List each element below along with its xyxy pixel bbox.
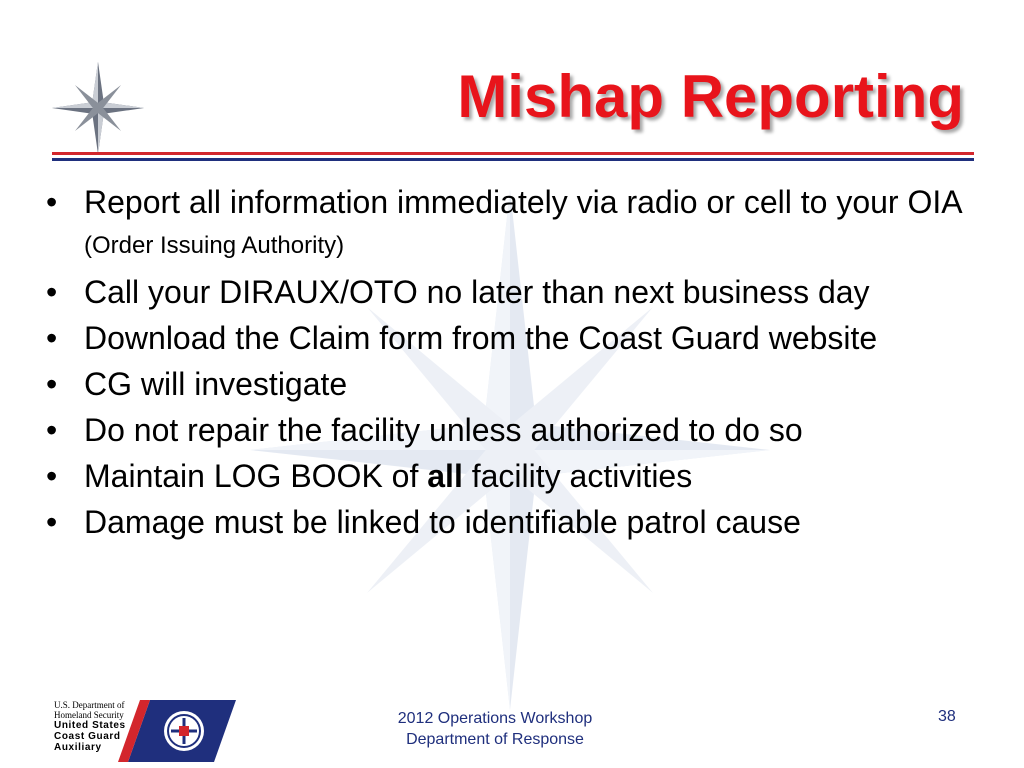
uscg-line1: United States (54, 720, 126, 731)
uscg-line3: Auxiliary (54, 742, 102, 753)
page-number: 38 (938, 708, 956, 725)
title-divider-blue (52, 158, 974, 161)
bullet-item (44, 182, 994, 266)
bullet-item (44, 456, 994, 496)
bullet-text-bold: all (427, 458, 463, 494)
bullet-text: Download the Claim form from the Coast Guard website (84, 320, 878, 356)
bullet-text: Do not repair the facility unless authorized to do so (84, 412, 803, 448)
dhs-line2: Homeland Security (54, 710, 124, 720)
bullet-dot: • (46, 366, 58, 402)
dhs-line1: U.S. Department of (54, 700, 125, 710)
footer-workshop: 2012 Operations Workshop (397, 710, 593, 727)
bullet-dot: • (46, 274, 58, 310)
bullet-dot: • (46, 184, 58, 220)
bullet-text-post: facility activities (462, 458, 693, 494)
bullet-item (44, 364, 994, 404)
bullet-dot: • (46, 458, 58, 494)
footer-department: Department of Response (406, 731, 584, 748)
bullet-text: Call your DIRAUX/OTO no later than next business day (84, 274, 870, 310)
bullet-dot: • (46, 504, 58, 540)
bullet-text: CG will investigate (84, 366, 348, 402)
bullet-list (44, 182, 994, 548)
bullet-item (44, 318, 994, 358)
bullet-text: Report all information immediately via radio or cell to your OIA (84, 184, 961, 220)
bullet-dot: • (46, 320, 58, 356)
bullet-item (44, 502, 994, 542)
bullet-note: (Order Issuing Authority) (84, 232, 345, 259)
agency-text (54, 700, 146, 753)
slide-title: Mishap Reporting (457, 63, 964, 130)
title-divider-red (52, 152, 974, 155)
compass-star-logo-icon (50, 60, 146, 156)
footer-caption (340, 708, 650, 750)
uscg-line2: Coast Guard (54, 731, 121, 742)
bullet-dot: • (46, 412, 58, 448)
bullet-item (44, 410, 994, 450)
bullet-text-pre: Maintain LOG BOOK of (84, 458, 428, 494)
bullet-item (44, 272, 994, 312)
bullet-text: Damage must be linked to identifiable patrol cause (84, 504, 801, 540)
